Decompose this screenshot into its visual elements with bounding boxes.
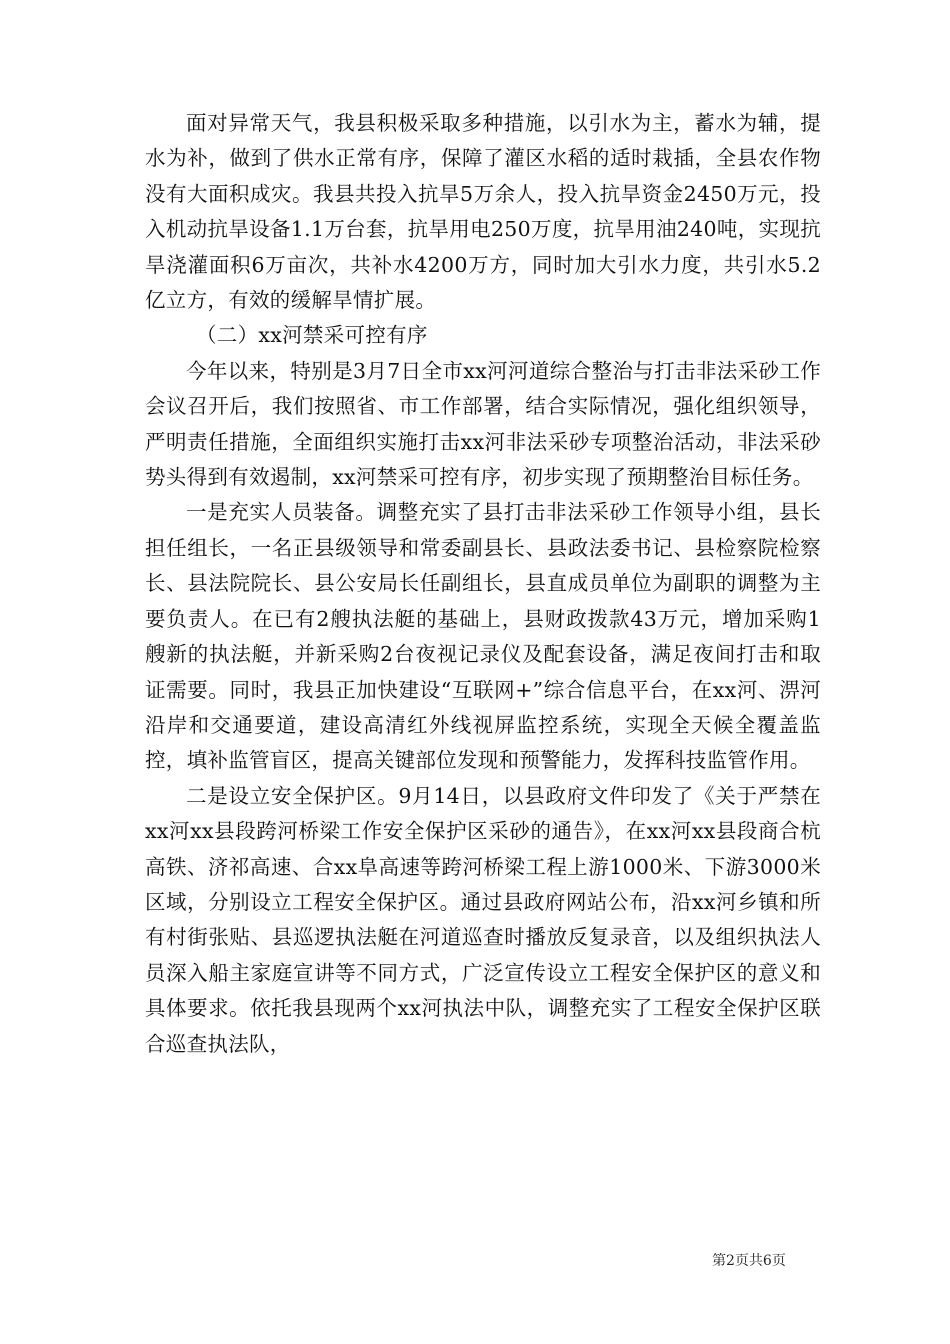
section-heading-river-mining: （二）xx河禁采可控有序 bbox=[196, 323, 428, 348]
document-body bbox=[145, 106, 821, 1062]
page-number-footer: 第2页共6页 bbox=[712, 1253, 786, 1269]
paragraph-safety-zone: 二是设立安全保护区。9月14日，以县政府文件印发了《关于严禁在xx河xx县段跨河桥梁工作安全保护区采砂的通告》，在xx河xx县段商合杭高铁、济祁高速、合xx阜高速等跨河桥梁工程上游1000米、下游3000米区域，分别设立工程安全保护区。通过县政府网站公布，沿xx河乡镇和所有村街张贴、县巡逻执法艇在河道巡查时播放反复录音，以及组织执法人员深入船主家庭宣讲等不同方式，广泛宣传设立工程安全保护区的意义和具体要求。依托我县现两个xx河执法中队，调整充实了工程安全保护区联合巡查执法队， bbox=[145, 783, 821, 1056]
paragraph-drought-measures: 面对异常天气，我县积极采取多种措施，以引水为主，蓄水为辅，提水为补，做到了供水正常有序，保障了灌区水稻的适时栽插，全县农作物没有大面积成灾。我县共投入抗旱5万余人，投入抗旱资金2450万元，投入机动抗旱设备1.1万台套，抗旱用电250万度，抗旱用油240吨，实现抗旱浇灌面积6万亩次，共补水4200万方，同时加大引水力度，共引水5.2亿立方，有效的缓解旱情扩展。 bbox=[145, 111, 821, 313]
paragraph-mining-overview: 今年以来，特别是3月7日全市xx河河道综合整治与打击非法采砂工作会议召开后，我们按照省、市工作部署，结合实际情况，强化组织领导，严明责任措施，全面组织实施打击xx河非法采砂专项整治活动，非法采砂势头得到有效遏制，xx河禁采可控有序，初步实现了预期整治目标任务。 bbox=[145, 358, 821, 490]
paragraph-staff-equipment: 一是充实人员装备。调整充实了县打击非法采砂工作领导小组，县长担任组长，一名正县级领导和常委副县长、县政法委书记、县检察院检察长、县法院院长、县公安局长任副组长，县直成员单位为副职的调整为主要负责人。在已有2艘执法艇的基础上，县财政拨款43万元，增加采购1艘新的执法艇，并新采购2台夜视记录仪及配套设备，满足夜间打击和取证需要。同时，我县正加快建设“互联网+”综合信息平台，在xx河、淠河沿岸和交通要道，建设高清红外线视屏监控系统，实现全天候全覆盖监控，填补监管盲区，提高关键部位发现和预警能力，发挥科技监管作用。 bbox=[145, 500, 821, 773]
